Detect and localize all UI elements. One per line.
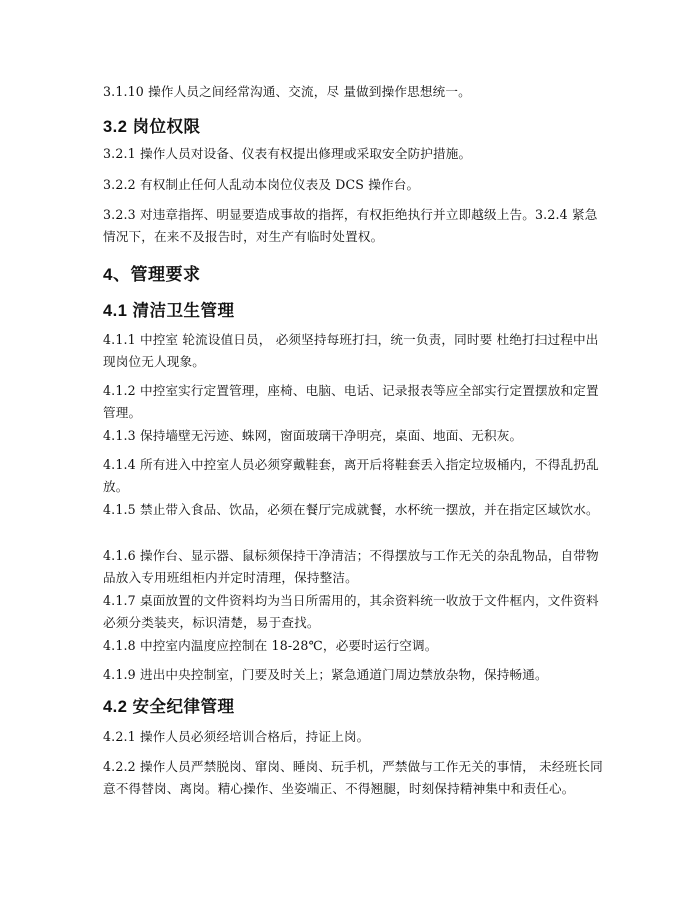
heading-3-2: 3.2 岗位权限	[103, 118, 201, 136]
para-4-1-7: 4.1.7 桌面放置的文件资料均为当日所需用的，其余资料统一收放于文件框内，文件资料必须分类装夹，标识清楚，易于查找。	[103, 593, 599, 630]
para-4-1-2: 4.1.2 中控室实行定置管理，座椅、电脑、电话、记录报表等应全部实行定置摆放和定置管理。	[103, 383, 599, 420]
para-4-1-3: 4.1.3 保持墙壁无污迹、蛛网，窗面玻璃干净明亮，桌面、地面、无积灰。	[103, 428, 523, 443]
para-4-1-6: 4.1.6 操作台、显示器、鼠标须保持干净清洁；不得摆放与工作无关的杂乱物品，自带物品放入专用班组柜内并定时清理，保持整洁。	[103, 548, 599, 585]
para-4-1-8: 4.1.8 中控室内温度应控制在 18-28℃，必要时运行空调。	[103, 638, 438, 653]
para-4-2-1: 4.2.1 操作人员必须经培训合格后，持证上岗。	[103, 729, 370, 744]
para-4-1-5: 4.1.5 禁止带入食品、饮品，必须在餐厅完成就餐，水杯统一摆放，并在指定区域饮水。	[103, 502, 599, 517]
para-4-2-2: 4.2.2 操作人员严禁脱岗、窜岗、睡岗、玩手机，严禁做与工作无关的事情， 未经班长同意不得替岗、离岗。精心操作、坐姿端正、不得翘腿，时刻保持精神集中和责任心。	[103, 759, 603, 796]
heading-4: 4、管理要求	[103, 265, 201, 284]
heading-4-2: 4.2 安全纪律管理	[103, 698, 235, 716]
para-3-2-2: 3.2.2 有权制止任何人乱动本岗位仪表及 DCS 操作台。	[103, 177, 420, 192]
para-3-2-1: 3.2.1 操作人员对设备、仪表有权提出修理或采取安全防护措施。	[103, 146, 472, 161]
para-3-1-10: 3.1.10 操作人员之间经常沟通、交流，尽 量做到操作思想统一。	[103, 84, 471, 99]
para-4-1-4: 4.1.4 所有进入中控室人员必须穿戴鞋套，离开后将鞋套丢入指定垃圾桶内，不得乱扔乱放。	[103, 457, 599, 494]
para-4-1-9: 4.1.9 进出中央控制室，门要及时关上；紧急通道门周边禁放杂物，保持畅通。	[103, 667, 548, 682]
para-4-1-1: 4.1.1 中控室 轮流设值日员， 必须坚持每班打扫，统一负责，同时要 杜绝打扫过程中出现岗位无人现象。	[103, 332, 599, 369]
para-3-2-3: 3.2.3 对违章指挥、明显要造成事故的指挥，有权拒绝执行并立即越级上告。3.2.4 紧急情况下，在来不及报告时，对生产有临时处置权。	[103, 207, 598, 244]
heading-4-1: 4.1 清洁卫生管理	[103, 302, 235, 320]
